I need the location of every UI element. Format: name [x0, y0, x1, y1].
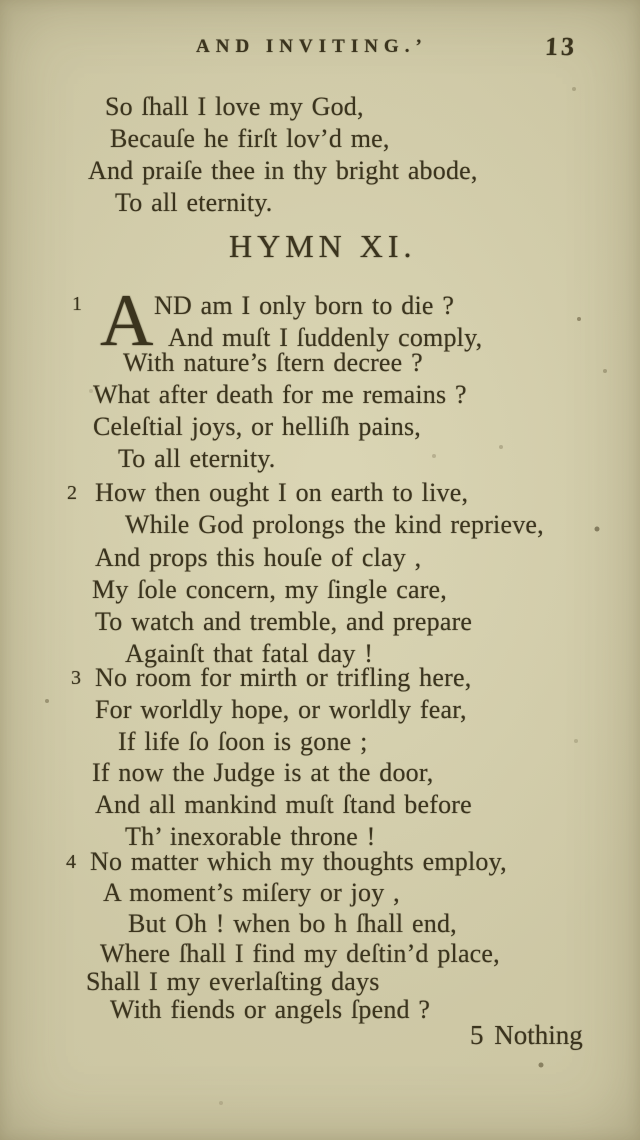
verse-line: ND am I only born to die ?	[154, 291, 455, 320]
verse-line: But Oh ! when bo h ſhall end,	[128, 909, 457, 938]
hymn-heading: HYMN XI.	[229, 228, 417, 264]
verse-line: And props this houſe of clay ,	[95, 543, 422, 572]
verse-line: My ſole concern, my ſingle care,	[92, 575, 447, 604]
verse-line: To watch and tremble, and prepare	[95, 607, 473, 636]
stanza-line: To all eternity.	[115, 188, 273, 217]
verse-line: If life ſo ſoon is gone ;	[118, 727, 368, 756]
verse-line: What after death for me remains ?	[93, 380, 467, 409]
verse-number: 2	[67, 482, 77, 504]
verse-line: No room for mirth or trifling here,	[95, 663, 472, 692]
verse-line: While God prolongs the kind reprieve,	[125, 510, 544, 539]
verse-line: With fiends or angels ſpend ?	[110, 995, 431, 1024]
verse-line: And all mankind muſt ſtand before	[95, 790, 472, 819]
verse-line: If now the Judge is at the door,	[92, 758, 434, 787]
verse-line: And muſt I ſuddenly comply,	[168, 323, 483, 352]
verse-line: Th’ inexorable throne !	[125, 822, 376, 851]
verse-line: With nature’s ſtern decree ?	[123, 348, 423, 377]
page-number: 13	[544, 32, 578, 61]
drop-cap: A	[100, 280, 154, 362]
stanza-line: And praiſe thee in thy bright abode,	[88, 156, 478, 185]
verse-line: A moment’s miſery or joy ,	[103, 878, 400, 907]
verse-line: No matter which my thoughts employ,	[90, 847, 507, 876]
stanza-line: So ſhall I love my God,	[105, 92, 364, 121]
stanza-line: Becauſe he firſt lov’d me,	[110, 124, 390, 153]
verse-line: For worldly hope, or worldly fear,	[95, 695, 467, 724]
verse-line: Where ſhall I find my deſtin’d place,	[100, 939, 500, 968]
paper-specks	[0, 0, 2, 2]
verse-number: 3	[71, 667, 81, 689]
catchword: 5 Nothing	[470, 1020, 583, 1050]
verse-line: Shall I my everlaſting days	[86, 967, 380, 996]
verse-line: Celeſtial joys, or helliſh pains,	[93, 412, 421, 441]
verse-number: 1	[72, 293, 82, 315]
verse-line: Againſt that fatal day !	[125, 639, 374, 668]
running-header: AND INVITING.’	[196, 36, 428, 57]
verse-number: 4	[66, 851, 76, 873]
verse-line: To all eternity.	[118, 444, 276, 473]
verse-line: How then ought I on earth to live,	[95, 478, 469, 507]
